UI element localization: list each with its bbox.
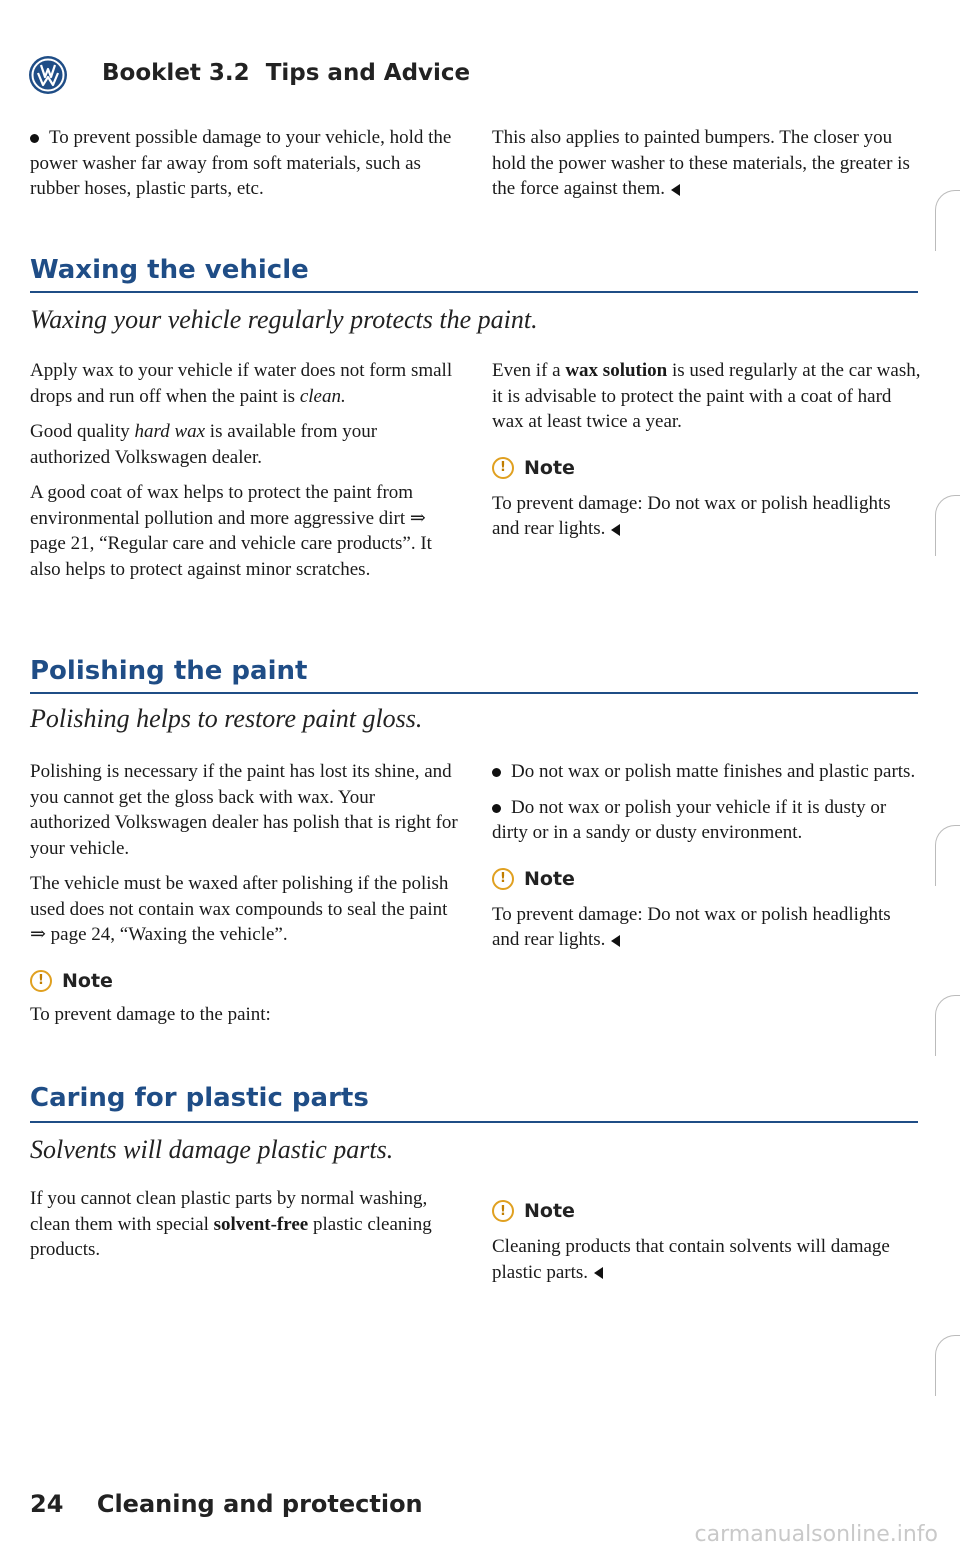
vw-logo-icon (28, 55, 68, 95)
note-title: Note (524, 1200, 575, 1222)
booklet-label: Booklet 3.2 (102, 60, 250, 86)
polishing-note-2-text: To prevent damage: Do not wax or polish headlights and rear lights. (492, 903, 891, 950)
plastic-rule (30, 1121, 918, 1123)
page-edge-tab (935, 495, 960, 556)
plastic-left-column (30, 1186, 460, 1263)
intro-bullet-text: To prevent possible damage to your vehicle, hold the power washer far away from soft materials, such as rubber hoses, plastic parts, etc. (30, 127, 452, 199)
section-end-icon (611, 524, 620, 536)
polishing-note-text: To prevent damage to the paint: (30, 1003, 271, 1025)
section-end-icon (611, 935, 620, 947)
polishing-note (30, 970, 460, 992)
polishing-p2: The vehicle must be waxed after polishing if the polish used does not contain wax compounds to seal the paint ⇒ page 24, “Waxing the vehicle”. (30, 873, 449, 945)
polishing-p1: Polishing is necessary if the paint has lost its shine, and you cannot get the gloss back with wax. Your authorized Volkswagen dealer has polish that is right for your vehicle. (30, 761, 458, 859)
page-edge-tab (935, 1335, 960, 1396)
polishing-bullet-1: Do not wax or polish matte finishes and plastic parts. (492, 759, 922, 785)
footer-chapter: Cleaning and protection (96, 1490, 423, 1518)
note-exclamation-icon: ! (492, 457, 514, 479)
waxing-left-column (30, 358, 460, 582)
page-header (102, 60, 470, 86)
header-section-title: Tips and Advice (265, 60, 471, 86)
polishing-left-column (30, 759, 460, 1027)
plastic-p1: If you cannot clean plastic parts by normal washing, clean them with special solvent-free plastic cleaning products. (30, 1188, 432, 1260)
waxing-p3: A good coat of wax helps to protect the paint from environmental pollution and more aggressive dirt ⇒ page 21, “Regular care and vehicle care products”. It also helps to protect against minor scratches. (30, 482, 432, 580)
polishing-subhead: Polishing helps to restore paint gloss. (30, 704, 423, 733)
bullet-icon (492, 768, 501, 777)
polishing-heading: Polishing the paint (30, 656, 308, 686)
bullet-icon (30, 134, 39, 143)
note-exclamation-icon: ! (30, 970, 52, 992)
polishing-bullet-2: Do not wax or polish your vehicle if it is dusty or dirty or in a sandy or dusty environment. (492, 796, 887, 843)
waxing-rule (30, 291, 918, 293)
waxing-p2: Good quality hard wax is available from your authorized Volkswagen dealer. (30, 421, 378, 468)
waxing-right-column (492, 358, 922, 542)
note-title: Note (62, 969, 113, 992)
plastic-heading: Caring for plastic parts (30, 1083, 369, 1113)
waxing-heading: Waxing the vehicle (30, 255, 309, 285)
plastic-right-column (492, 1200, 922, 1285)
page-edge-tab (935, 825, 960, 886)
note-title: Note (524, 456, 575, 479)
intro-left (30, 125, 460, 202)
intro-right-text: This also applies to painted bumpers. The closer you hold the power washer to these materials, the greater is the force against them. (492, 127, 910, 199)
note-exclamation-icon: ! (492, 868, 514, 890)
bullet-icon (492, 804, 501, 813)
note-title: Note (524, 867, 575, 890)
page-edge-tab (935, 995, 960, 1056)
polishing-right-column (492, 759, 922, 953)
waxing-note (492, 457, 922, 479)
section-end-icon (594, 1267, 603, 1279)
page-edge-tab (935, 190, 960, 251)
waxing-p1: Apply wax to your vehicle if water does not form small drops and run off when the paint is clean. (30, 360, 453, 407)
polishing-note-2 (492, 868, 922, 890)
section-end-icon (671, 184, 680, 196)
plastic-note (492, 1200, 922, 1222)
polishing-rule (30, 692, 918, 694)
plastic-subhead: Solvents will damage plastic parts. (30, 1135, 394, 1164)
page-number: 24 (30, 1490, 64, 1518)
note-exclamation-icon: ! (492, 1200, 514, 1222)
intro-right (492, 125, 922, 202)
waxing-note-text: To prevent damage: Do not wax or polish headlights and rear lights. (492, 492, 891, 539)
page-footer (30, 1490, 423, 1518)
waxing-right-p: Even if a wax solution is used regularly at the car wash, it is advisable to protect the paint with a coat of hard wax at least twice a year. (492, 360, 921, 432)
watermark: carmanualsonline.info (694, 1522, 938, 1547)
plastic-note-text: Cleaning products that contain solvents will damage plastic parts. (492, 1236, 890, 1283)
waxing-subhead: Waxing your vehicle regularly protects the paint. (30, 305, 538, 334)
